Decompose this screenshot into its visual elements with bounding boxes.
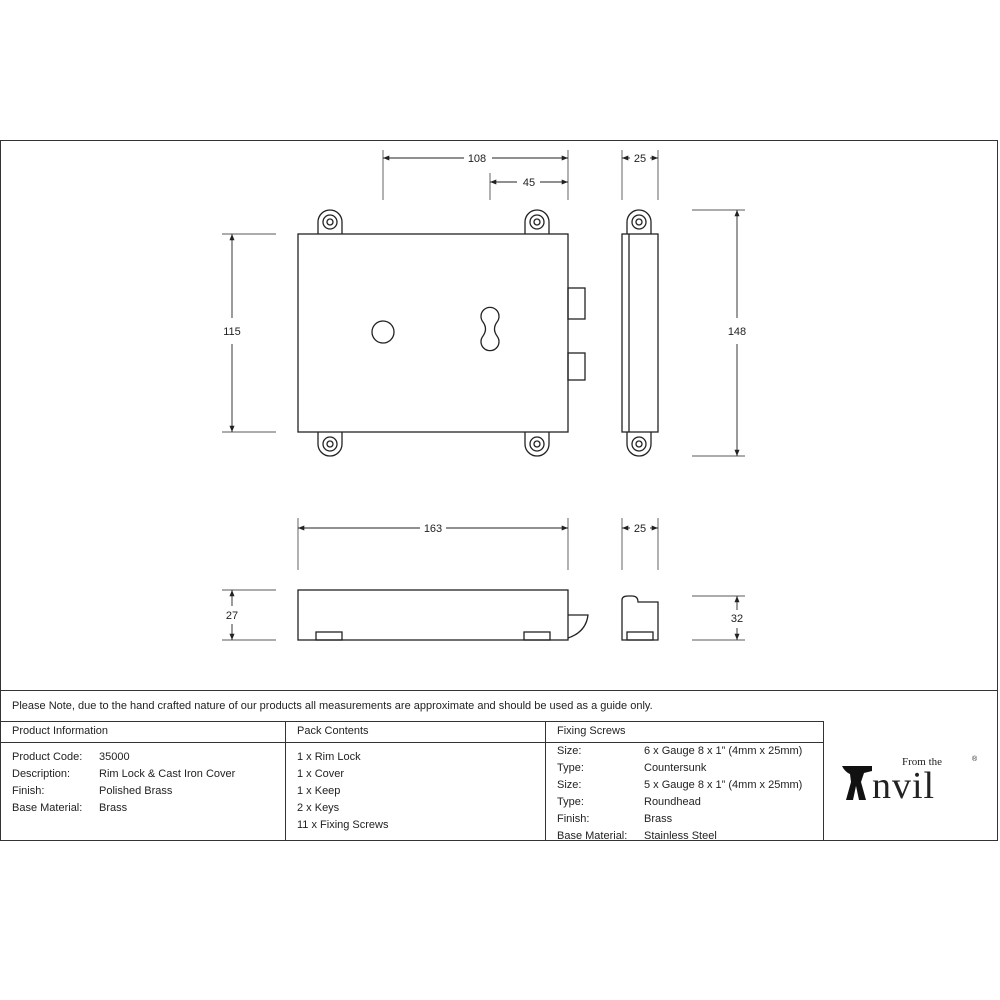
pack-item: 1 x Rim Lock [297,751,361,763]
description-value: Rim Lock & Cast Iron Cover [99,768,236,780]
product-info-header: Product Information [12,725,108,737]
pack-contents-header: Pack Contents [297,725,369,737]
bottom-view [298,590,588,640]
brand-logo [842,752,982,806]
screw-material-value: Stainless Steel [644,830,717,842]
dim-163-label: 163 [423,523,443,535]
divider-note-top [0,690,998,691]
dimension-25-bottom [622,518,658,570]
screw-type-value: Countersunk [644,762,707,774]
dimension-108 [383,150,568,200]
screw-finish-label: Finish: [557,813,590,825]
screw-finish-value: Brass [644,813,673,825]
screw-type-value: Roundhead [644,796,701,808]
measurement-note: Please Note, due to the hand crafted nature of our products all measurements are approximate and should be used as a guide only. [12,700,653,712]
screw-size-value: 6 x Gauge 8 x 1” (4mm x 25mm) [644,745,803,757]
dim-115-label: 115 [223,326,241,338]
dim-25-bottom-label: 25 [633,523,647,535]
dim-27-label: 27 [225,610,239,622]
screw-type-label: Type: [557,762,584,774]
dimension-148 [692,210,746,456]
logo-from-text: From the [902,756,943,768]
anvil-icon [842,758,876,806]
dimension-27 [222,590,276,640]
dim-25-top-label: 25 [633,153,647,165]
divider-header-bottom [0,742,824,743]
base-material-label: Base Material: [12,802,83,814]
dim-148-label: 148 [727,326,747,338]
screw-size-label: Size: [557,745,582,757]
dimension-115 [222,234,276,432]
product-code-value: 35000 [99,751,130,763]
finish-value: Polished Brass [99,785,173,797]
description-label: Description: [12,768,71,780]
dimension-163 [298,518,568,570]
front-view [298,210,585,456]
finish-label: Finish: [12,785,45,797]
divider-table-top [0,721,824,722]
dimension-25-top [622,150,658,200]
screw-size-label: Size: [557,779,582,791]
screw-material-label: Base Material: [557,830,628,842]
dimension-32 [692,596,745,640]
divider-col-2 [545,721,546,840]
divider-col-3 [823,721,824,840]
side-view [622,210,658,456]
dim-108-label: 108 [467,153,487,165]
dim-32-label: 32 [730,613,744,625]
pack-item: 11 x Fixing Screws [297,819,389,831]
logo-registered-mark: ® [972,756,978,763]
screw-size-value: 5 x Gauge 8 x 1” (4mm x 25mm) [644,779,803,791]
pack-item: 2 x Keys [297,802,340,814]
dim-45-label: 45 [522,177,536,189]
base-material-value: Brass [99,802,128,814]
pack-item: 1 x Keep [297,785,341,797]
product-code-label: Product Code: [12,751,83,763]
dimension-45 [490,173,568,200]
fixing-screws-header: Fixing Screws [557,725,626,737]
side-bottom-view [622,596,658,640]
pack-item: 1 x Cover [297,768,345,780]
logo-name-text: nvil [872,765,936,807]
screw-type-label: Type: [557,796,584,808]
divider-col-1 [285,721,286,840]
